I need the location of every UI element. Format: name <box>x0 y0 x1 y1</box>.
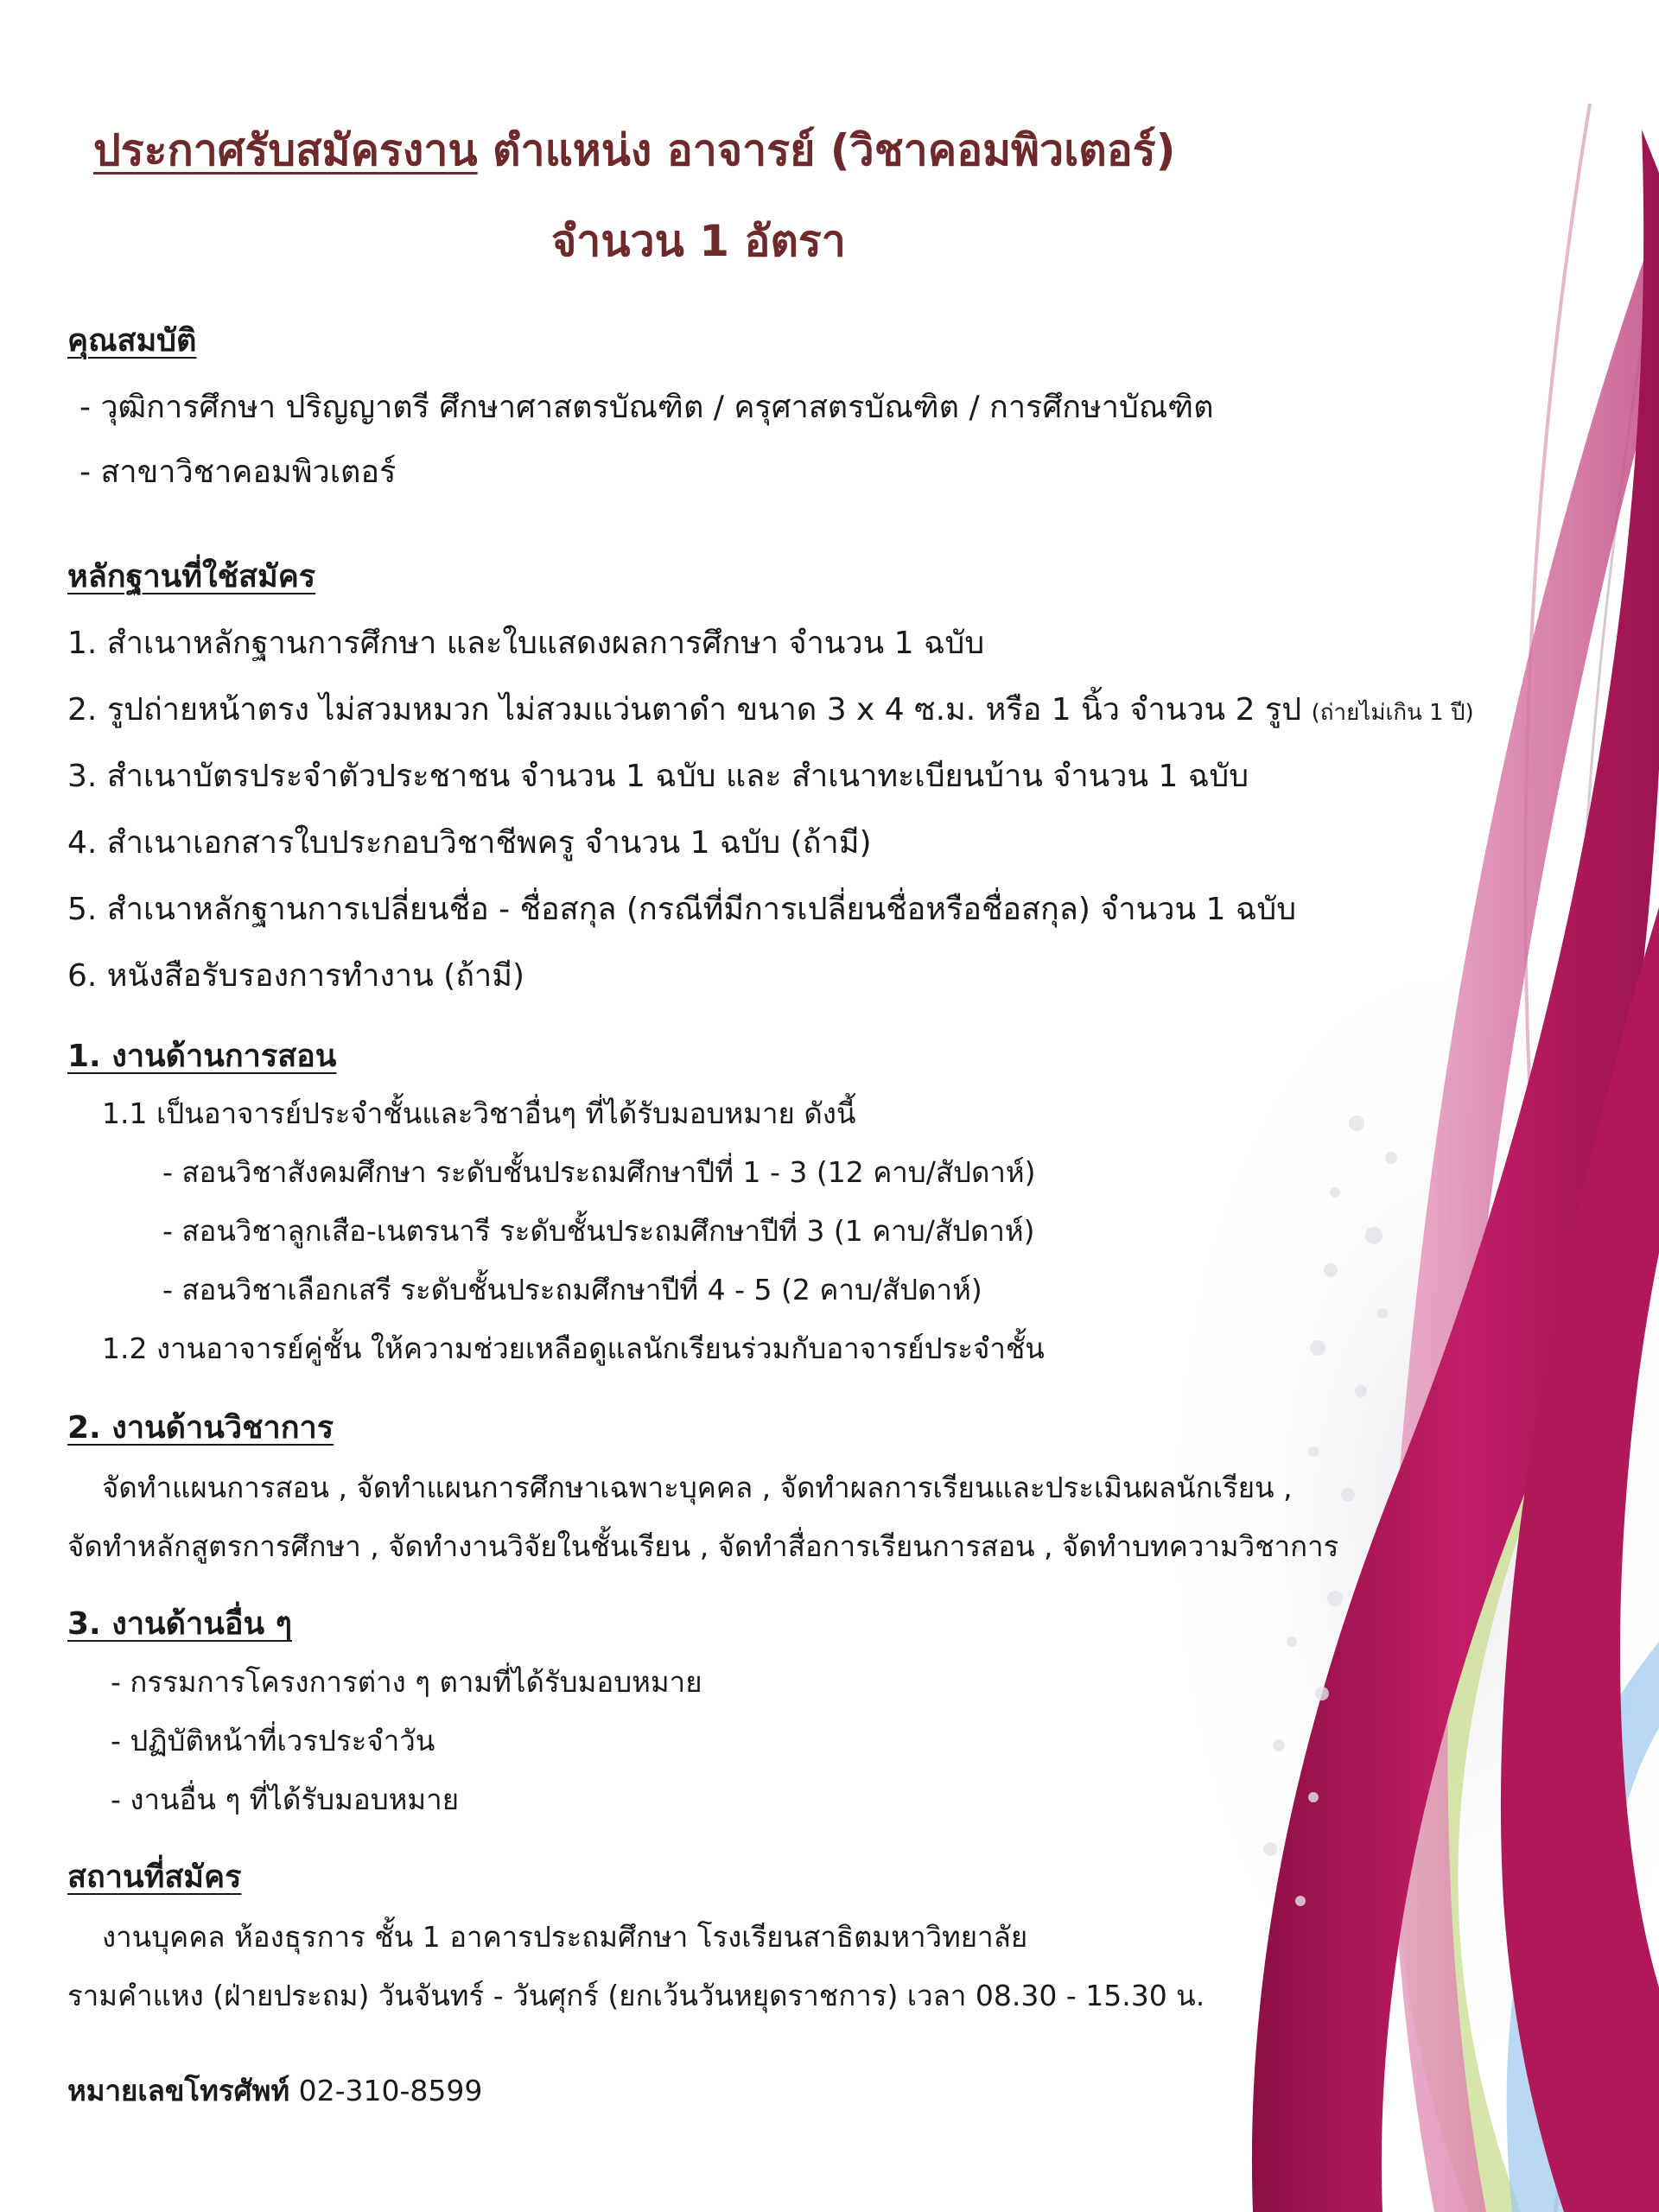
qualification-item: - วุฒิการศึกษา ปริญญาตรี ศึกษาศาสตรบัณฑิต / ครุศาสตรบัณฑิต / การศึกษาบัณฑิต <box>79 390 1214 425</box>
other-heading: 3. งานด้านอื่น ๆ <box>67 1606 292 1642</box>
document-item: 5. สำเนาหลักฐานการเปลี่ยนชื่อ - ชื่อสกุล (กรณีที่มีการเปลี่ยนชื่อหรือชื่อสกุล) จำนวน 1 ฉบับ <box>67 892 1297 927</box>
qualification-item: - สาขาวิชาคอมพิวเตอร์ <box>79 454 397 490</box>
teaching-sub1: 1.1 เป็นอาจารย์ประจำชั้นและวิชาอื่นๆ ที่ได้รับมอบหมาย ดังนี้ <box>102 1096 856 1130</box>
document-item: 1. สำเนาหลักฐานการศึกษา และใบแสดงผลการศึกษา จำนวน 1 ฉบับ <box>67 626 985 661</box>
other-item: - งานอื่น ๆ ที่ได้รับมอบหมาย <box>111 1783 460 1816</box>
document-item <box>67 684 1474 734</box>
announcement-title-main: ประกาศรับสมัครงาน <box>93 125 478 175</box>
location-line: รามคำแหง (ฝ่ายประถม) วันจันทร์ - วันศุกร์ (ยกเว้นวันหยุดราชการ) เวลา 08.30 - 15.30 น. <box>67 1979 1205 2012</box>
announcement-title <box>93 117 1176 185</box>
teaching-heading: 1. งานด้านการสอน <box>67 1039 337 1074</box>
academic-line: จัดทำแผนการสอน , จัดทำแผนการศึกษาเฉพาะบุคคล , จัดทำผลการเรียนและประเมินผลนักเรียน , <box>102 1471 1293 1504</box>
other-item: - กรรมการโครงการต่าง ๆ ตามที่ได้รับมอบหมาย <box>111 1665 702 1699</box>
teaching-sub2: 1.2 งานอาจารย์คู่ชั้น ให้ความช่วยเหลือดูแลนักเรียนร่วมกับอาจารย์ประจำชั้น <box>102 1332 1045 1365</box>
other-item: - ปฏิบัติหน้าที่เวรประจำวัน <box>111 1724 435 1758</box>
document-item: 3. สำเนาบัตรประจำตัวประชาชน จำนวน 1 ฉบับ และ สำเนาทะเบียนบ้าน จำนวน 1 ฉบับ <box>67 759 1249 794</box>
teaching-subject-item: - สอนวิชาเลือกเสรี ระดับชั้นประถมศึกษาปีที่ 4 - 5 (2 คาบ/สัปดาห์) <box>162 1273 982 1306</box>
phone-label: หมายเลขโทรศัพท์ <box>67 2074 290 2107</box>
announcement-title-position: ตำแหน่ง อาจารย์ (วิชาคอมพิวเตอร์) <box>493 125 1176 175</box>
phone-number: 02-310-8599 <box>298 2074 483 2107</box>
teaching-subject-item: - สอนวิชาสังคมศึกษา ระดับชั้นประถมศึกษาปีที่ 1 - 3 (12 คาบ/สัปดาห์) <box>162 1155 1036 1189</box>
location-heading: สถานที่สมัคร <box>67 1859 242 1895</box>
announcement-title-quota: จำนวน 1 อัตรา <box>551 216 846 266</box>
document-item: 4. สำเนาเอกสารใบประกอบวิชาชีพครู จำนวน 1 ฉบับ (ถ้ามี) <box>67 825 872 861</box>
qualifications-heading: คุณสมบัติ <box>67 323 197 359</box>
documents-heading: หลักฐานที่ใช้สมัคร <box>67 559 316 594</box>
phone-line <box>67 2068 482 2113</box>
location-line: งานบุคคล ห้องธุรการ ชั้น 1 อาคารประถมศึกษา โรงเรียนสาธิตมหาวิทยาลัย <box>102 1920 1028 1954</box>
document-item-note: (ถ่ายไม่เกิน 1 ปี) <box>1311 700 1474 726</box>
academic-heading: 2. งานด้านวิชาการ <box>67 1410 334 1446</box>
document-item-text: 2. รูปถ่ายหน้าตรง ไม่สวมหมวก ไม่สวมแว่นตาดำ ขนาด 3 x 4 ซ.ม. หรือ 1 นิ้ว จำนวน 2 รูป <box>67 692 1302 728</box>
academic-line: จัดทำหลักสูตรการศึกษา , จัดทำงานวิจัยในชั้นเรียน , จัดทำสื่อการเรียนการสอน , จัดทำบทความวิชาการ <box>67 1529 1339 1563</box>
teaching-subject-item: - สอนวิชาลูกเสือ-เนตรนารี ระดับชั้นประถมศึกษาปีที่ 3 (1 คาบ/สัปดาห์) <box>162 1214 1035 1248</box>
document-item: 6. หนังสือรับรองการทำงาน (ถ้ามี) <box>67 958 524 994</box>
